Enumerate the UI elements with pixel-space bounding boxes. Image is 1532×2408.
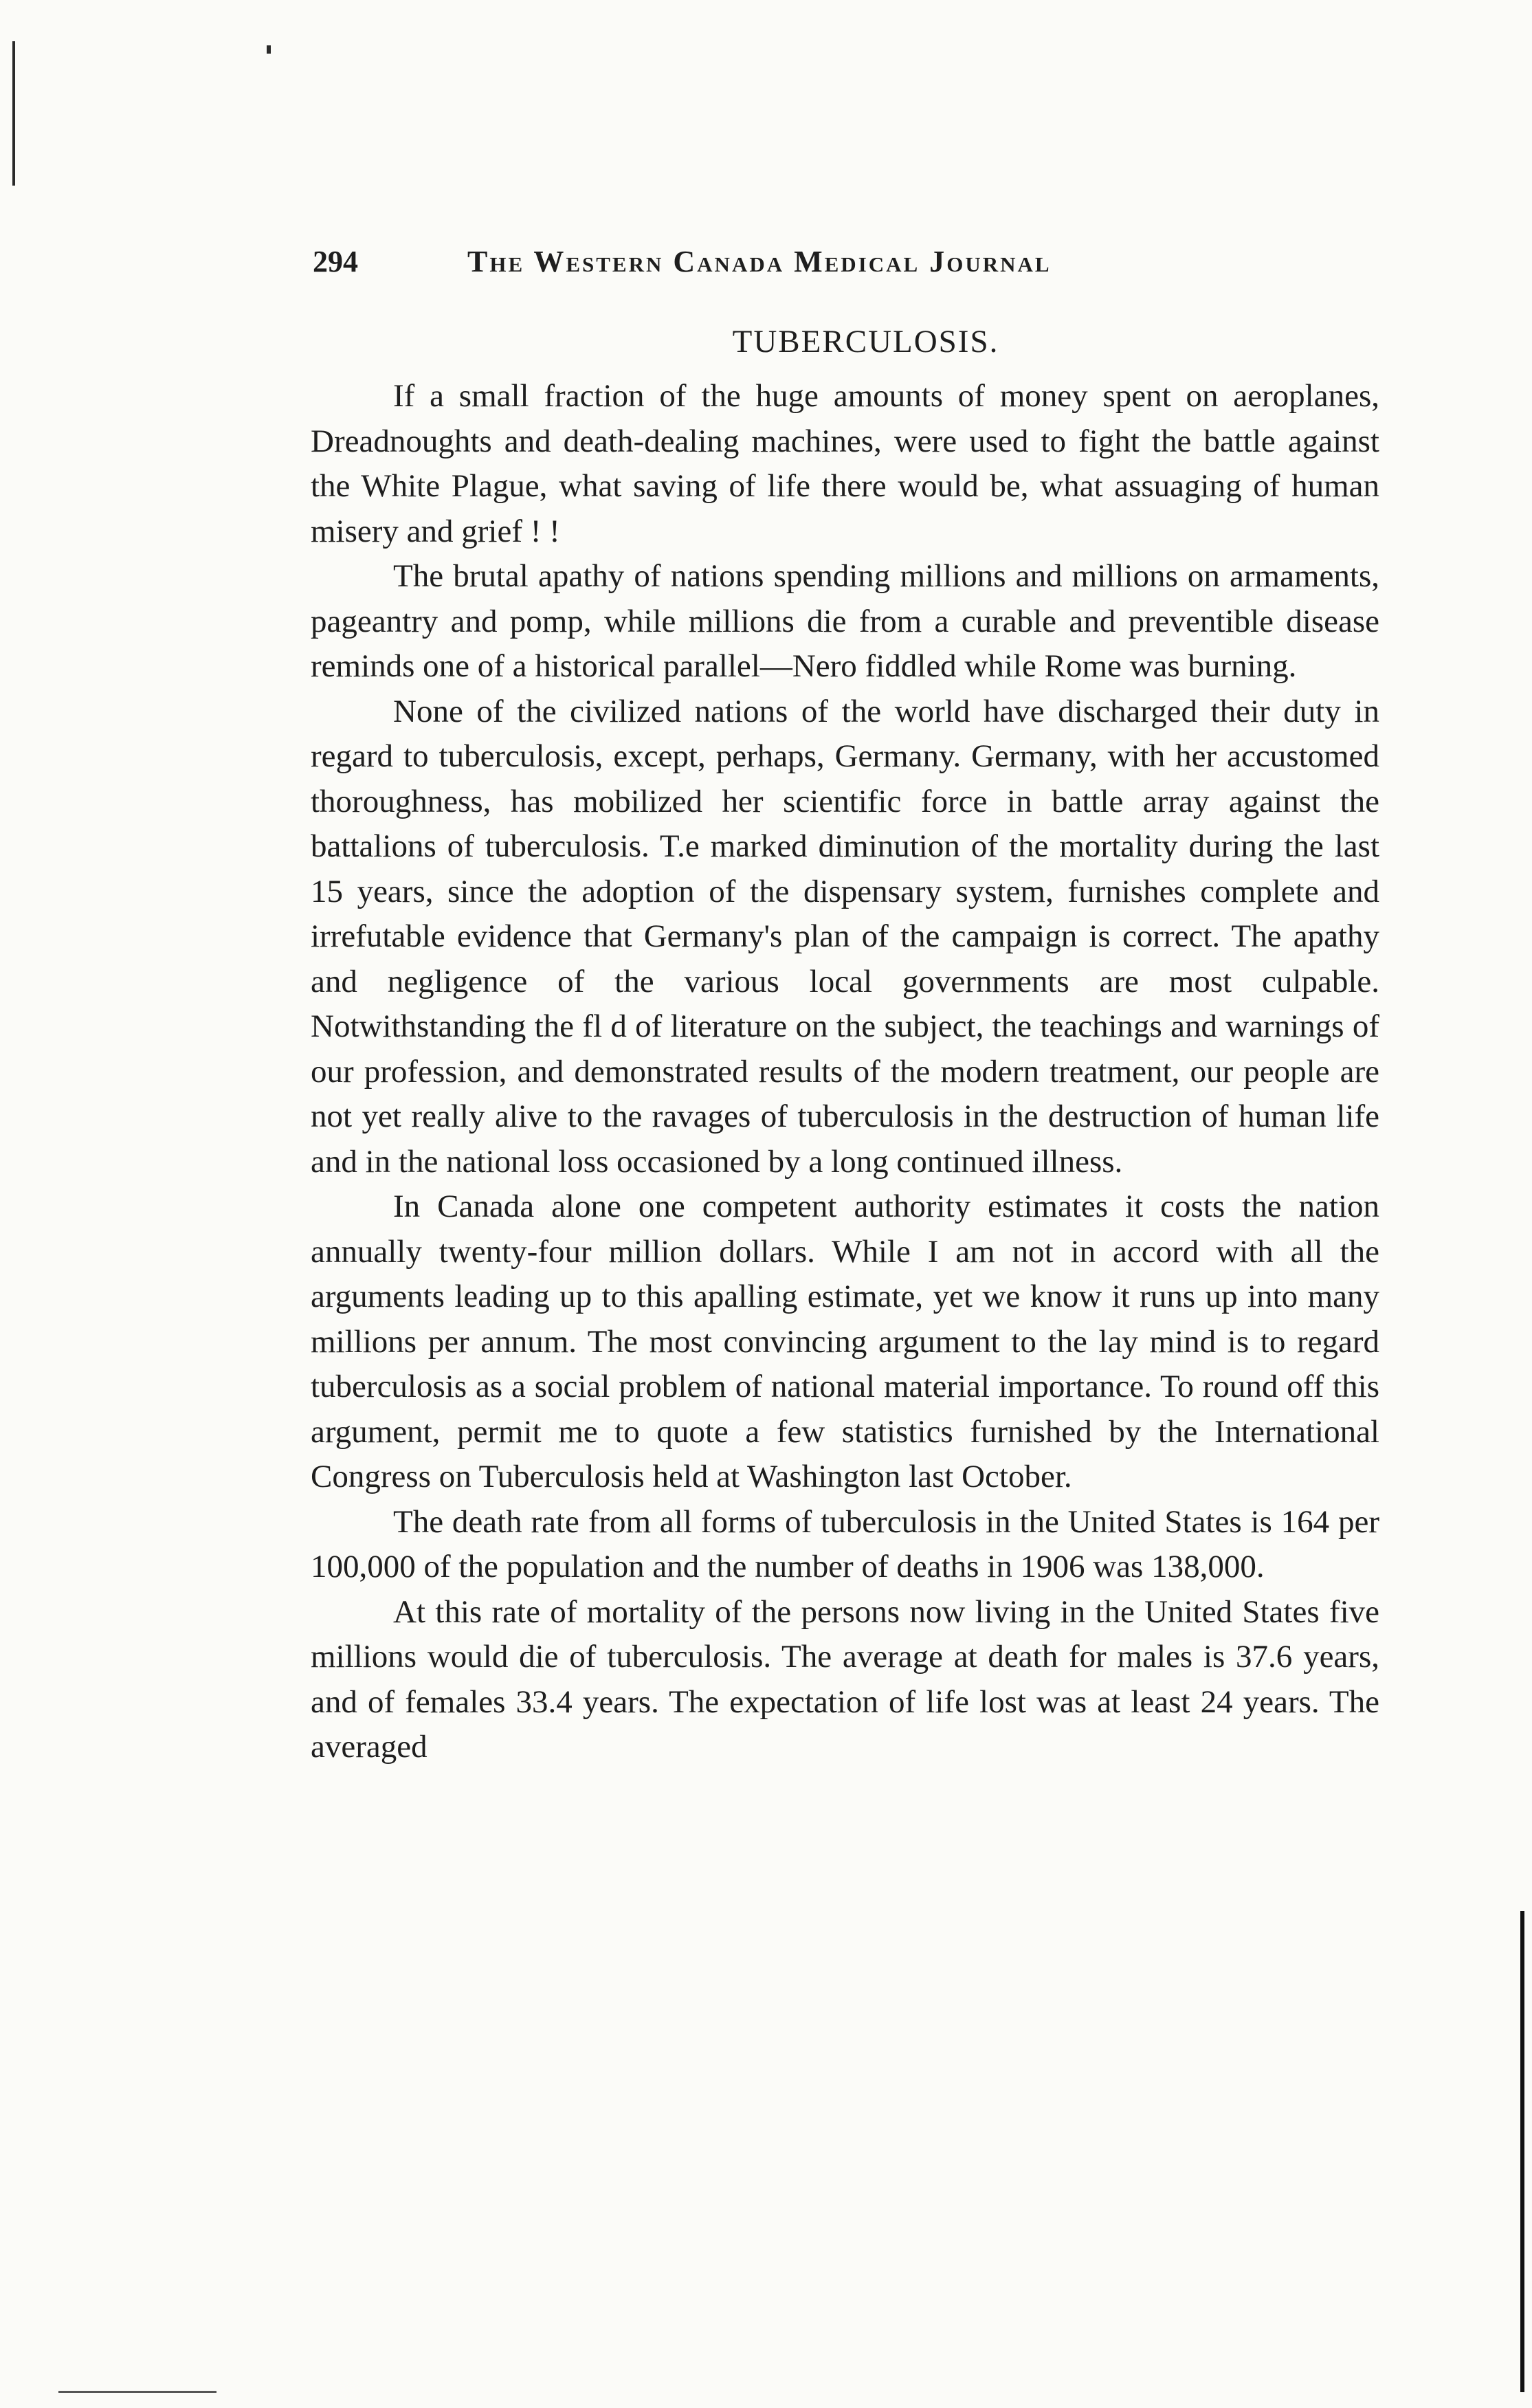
scan-edge-mark-right	[1520, 1911, 1524, 2392]
page-number: 294	[313, 245, 358, 278]
paragraph: None of the civilized nations of the world have discharged their duty in regard to tuberculosis, except, perhaps, Germany. Germany, with her accustomed thoroughness, has mobilized her scientific force in battle array against the battalions of tuberculosis. T.e marked diminution of the mortality during the last 15 years, since the adoption of the dispensary system, furnishes complete and irrefutable evidence that Germany's plan of the campaign is correct. The apathy and negligence of the various local governments are most culpable. Notwithstanding the fl d of literature on the subject, the teachings and warnings of our profession, and demonstrated results of the modern treatment, our people are not yet really alive to the ravages of tuberculosis in the destruction of human life and in the national loss occasioned by a long continued illness.	[311, 693, 1379, 1180]
scan-dot-top	[267, 45, 271, 54]
paragraph: The death rate from all forms of tuberculosis in the United States is 164 per 100,000 of the population and the number of deaths in 1906 was 138,000.	[311, 1503, 1379, 1584]
scan-edge-mark-bottom-left	[58, 2391, 217, 2393]
paragraph: In Canada alone one competent authority estimates it costs the nation annually twenty-four million dollars. While I am not in accord with all the arguments leading up to this apalling estimate, yet we know it runs up into many millions per annum. The most convincing argument to the lay mind is to regard tuberculosis as a social problem of national material importance. To round off this argument, permit me to quote a few statistics furnished by the International Congress on Tuberculosis held at Washington last October.	[311, 1189, 1379, 1494]
paragraph: If a small fraction of the huge amounts of money spent on aeroplanes, Dreadnoughts and death-dealing machines, were used to fight the battle against the White Plague, what saving of life there would be, what assuaging of human misery and grief ! !	[311, 378, 1379, 549]
article-title: TUBERCULOSIS.	[732, 324, 999, 360]
paragraph: At this rate of mortality of the persons now living in the United States five millions would die of tuberculosis. The average at death for males is 37.6 years, and of females 33.4 years. The expectation of life lost was at least 24 years. The averaged	[311, 1593, 1379, 1765]
journal-title: The Western Canada Medical Journal	[467, 245, 1052, 278]
scan-edge-mark-top-left	[12, 41, 15, 186]
article-body	[311, 323, 1379, 1770]
paragraph: The brutal apathy of nations spending millions and millions on armaments, pageantry and pomp, while millions die from a curable and preventible disease reminds one of a historical parallel—Nero fiddled while Rome was burning.	[311, 558, 1379, 684]
running-header	[313, 244, 1275, 285]
